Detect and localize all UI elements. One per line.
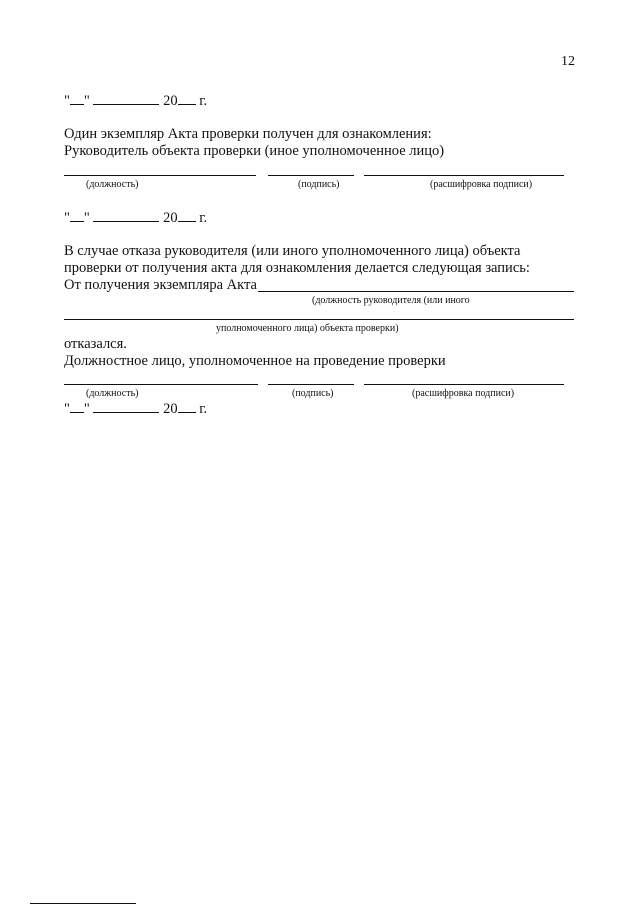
- day-blank: [70, 209, 84, 222]
- position-line-2: [64, 384, 258, 385]
- date-line-1: [64, 92, 207, 110]
- refusal-copy-text: От получения экземпляра Акта: [64, 277, 257, 293]
- month-blank: [93, 92, 159, 105]
- authorized-person-line: [64, 319, 574, 320]
- date-open-quote: ": [64, 210, 70, 226]
- year-prefix: 20: [163, 401, 178, 417]
- month-blank: [93, 400, 159, 413]
- year-suffix: г.: [199, 93, 208, 109]
- date-open-quote: ": [64, 401, 70, 417]
- year-suffix: г.: [199, 210, 208, 226]
- date-line-2: [64, 209, 207, 227]
- signature-caption-1: (подпись): [298, 179, 340, 190]
- refusal-case-text-1: В случае отказа руководителя (или иного уполномоченного лица) объекта: [64, 243, 521, 259]
- refusal-case-text-2: проверки от получения акта для ознакомления делается следующая запись:: [64, 260, 530, 276]
- year-blank: [178, 400, 196, 413]
- head-position-line: [258, 291, 574, 292]
- decoding-line-1: [364, 175, 564, 176]
- day-blank: [70, 92, 84, 105]
- decoding-caption-2: (расшифровка подписи): [412, 388, 515, 399]
- date-close-quote: ": [83, 210, 90, 226]
- date-open-quote: ": [64, 93, 70, 109]
- page-number: 12: [561, 54, 575, 69]
- signature-caption-2: (подпись): [292, 388, 334, 399]
- refused-text: отказался.: [64, 336, 127, 352]
- footnote-separator: [30, 903, 136, 904]
- head-of-object-text: Руководитель объекта проверки (иное уполномоченное лицо): [64, 143, 445, 159]
- year-blank: [178, 92, 196, 105]
- position-caption-2: (должность): [86, 388, 139, 399]
- decoding-caption-1: (расшифровка подписи): [430, 179, 533, 190]
- year-prefix: 20: [163, 93, 178, 109]
- received-copy-text: Один экземпляр Акта проверки получен для ознакомления:: [64, 126, 432, 142]
- year-suffix: г.: [199, 401, 208, 417]
- signature-line-1: [268, 175, 354, 176]
- authorized-official-text: Должностное лицо, уполномоченное на проведение проверки: [64, 353, 446, 369]
- head-position-caption-2: уполномоченного лица) объекта проверки): [216, 323, 399, 334]
- head-position-caption-1: (должность руководителя (или иного: [312, 295, 470, 306]
- year-prefix: 20: [163, 210, 178, 226]
- date-close-quote: ": [83, 93, 90, 109]
- date-close-quote: ": [83, 401, 90, 417]
- date-line-3: [64, 400, 207, 418]
- year-blank: [178, 209, 196, 222]
- position-line-1: [64, 175, 256, 176]
- signature-line-2: [268, 384, 354, 385]
- month-blank: [93, 209, 159, 222]
- decoding-line-2: [364, 384, 564, 385]
- position-caption-1: (должность): [86, 179, 139, 190]
- day-blank: [70, 400, 84, 413]
